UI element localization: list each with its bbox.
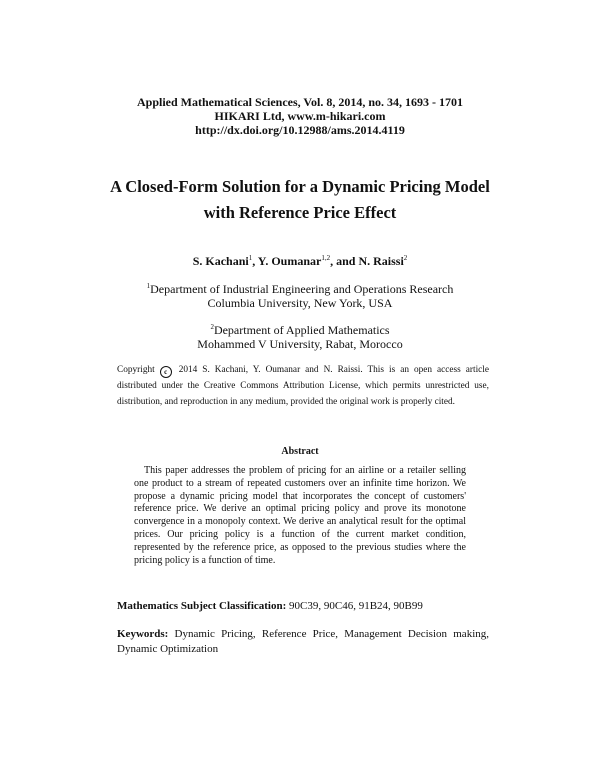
copyright-icon: c [160,366,172,378]
journal-doi: http://dx.doi.org/10.12988/ams.2014.4119 [195,123,405,137]
subject-classification [117,599,517,613]
author-name: Y. Oumanar [257,254,322,268]
author-affiliation-mark: 1 [248,254,253,262]
affiliation-department [0,279,600,296]
affiliation-department-text: Department of Industrial Engineering and Operations Research [150,282,454,296]
journal-header [0,95,600,137]
copyright-notice [117,362,489,410]
paper-title-line-2: with Reference Price Effect [203,203,397,222]
keywords-label: Keywords: [117,628,169,640]
affiliation-mark: 1 [146,282,151,290]
author-affiliation-mark: 2 [403,254,408,262]
abstract-body: This paper addresses the problem of pricing for an airline or a retailer selling one product to a stream of repeated customers over an infinite time horizon. We propose a dynamic pricing model that incorporates the concept of customers' reference price. We derive an optimal pricing policy and prove its monotone convergence in a monopoly context. We derive an analytical result for the optimal prices. Our pricing policy is a function of the current market condition, represented by the reference price, as opposed to the previous studies where the pricing policy is a function of time. [134,465,466,566]
keywords-value: Dynamic Pricing, Reference Price, Management Decision making, Dynamic Optimization [117,628,489,655]
paper-title-line-1: A Closed-Form Solution for a Dynamic Pricing Model [110,177,490,196]
copyright-label: Copyright [117,365,155,375]
author-name: N. Raissi [358,254,404,268]
author-list [0,251,600,268]
author-separator: , [252,254,258,268]
affiliation-department-text: Department of Applied Mathematics [213,323,390,337]
affiliation-mark: 2 [210,323,214,331]
affiliation-1 [0,279,600,310]
abstract-heading: Abstract [281,446,319,457]
copyright-text: 2014 S. Kachani, Y. Oumanar and N. Raissi. This is an open access article distributed under the Creative Commons Attribution License, which permits unrestricted use, distribution, and reproduction in any medium, provided the original work is properly cited. [117,365,489,407]
journal-citation: Applied Mathematical Sciences, Vol. 8, 2014, no. 34, 1693 - 1701 [137,95,463,109]
author-name: S. Kachani [192,254,249,268]
journal-publisher: HIKARI Ltd, www.m-hikari.com [214,109,386,123]
keywords [117,627,489,656]
affiliation-department [0,320,600,337]
affiliation-institution: Mohammed V University, Rabat, Morocco [197,337,403,351]
affiliation-institution: Columbia University, New York, USA [207,296,393,310]
subject-classification-value: 90C39, 90C46, 91B24, 90B99 [286,600,423,612]
author-affiliation-mark: 1,2 [321,254,331,262]
author-separator: , and [330,254,359,268]
affiliation-2 [0,320,600,351]
subject-classification-label: Mathematics Subject Classification: [117,600,287,612]
paper-title [0,174,600,226]
